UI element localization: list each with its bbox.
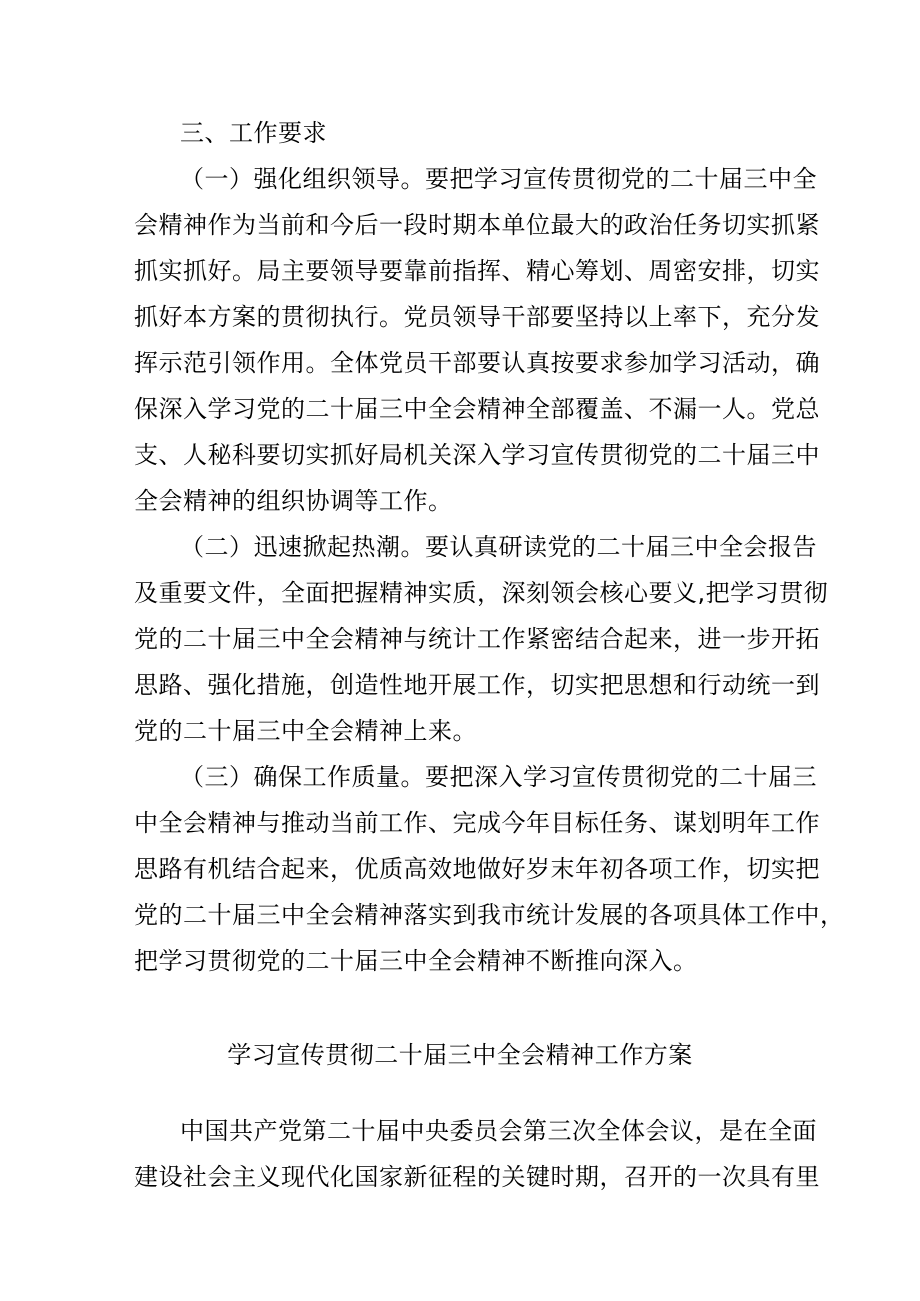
- paragraph-4-line-1: 中国共产党第二十届中央委员会第三次全体会议，是在全面: [180, 1117, 817, 1145]
- paragraph-1-line-2: 会精神作为当前和今后一段时期本单位最大的政治任务切实抓紧: [134, 211, 820, 239]
- paragraph-1-line-1: （一）强化组织领导。要把学习宣传贯彻党的二十届三中全: [180, 165, 817, 193]
- paragraph-2-line-1: （二）迅速掀起热潮。要认真研读党的二十届三中全会报告: [180, 533, 817, 561]
- paragraph-3-line-5: 把学习贯彻党的二十届三中全会精神不断推向深入。: [134, 947, 698, 975]
- paragraph-1-line-7: 支、人秘科要切实抓好局机关深入学习宣传贯彻党的二十届三中: [134, 441, 820, 469]
- section-heading: 三、工作要求: [180, 119, 327, 147]
- paragraph-2-line-3: 党的二十届三中全会精神与统计工作紧密结合起来，进一步开拓: [134, 625, 820, 653]
- paragraph-3-line-1: （三）确保工作质量。要把深入学习宣传贯彻党的二十届三: [180, 763, 817, 791]
- paragraph-1-line-5: 挥示范引领作用。全体党员干部要认真按要求参加学习活动，确: [134, 349, 820, 377]
- paragraph-1-line-4: 抓好本方案的贯彻执行。党员领导干部要坚持以上率下，充分发: [134, 303, 820, 331]
- paragraph-3-line-2: 中全会精神与推动当前工作、完成今年目标任务、谋划明年工作: [134, 809, 820, 837]
- paragraph-3-line-3: 思路有机结合起来，优质高效地做好岁末年初各项工作，切实把: [134, 855, 820, 883]
- paragraph-1-line-6: 保深入学习党的二十届三中全会精神全部覆盖、不漏一人。党总: [134, 395, 820, 423]
- paragraph-1-line-8: 全会精神的组织协调等工作。: [134, 487, 453, 515]
- paragraph-2-line-2: 及重要文件，全面把握精神实质，深刻领会核心要义,把学习贯彻: [134, 579, 829, 607]
- paragraph-2-line-5: 党的二十届三中全会精神上来。: [134, 717, 477, 745]
- paragraph-4-line-2: 建设社会主义现代化国家新征程的关键时期，召开的一次具有里: [134, 1163, 820, 1191]
- document-title: 学习宣传贯彻二十届三中全会精神工作方案: [227, 1041, 693, 1069]
- paragraph-3-line-4: 党的二十届三中全会精神落实到我市统计发展的各项具体工作中，: [134, 901, 845, 929]
- paragraph-2-line-4: 思路、强化措施，创造性地开展工作，切实把思想和行动统一到: [134, 671, 820, 699]
- paragraph-1-line-3: 抓实抓好。局主要领导要靠前指挥、精心筹划、周密安排，切实: [134, 257, 820, 285]
